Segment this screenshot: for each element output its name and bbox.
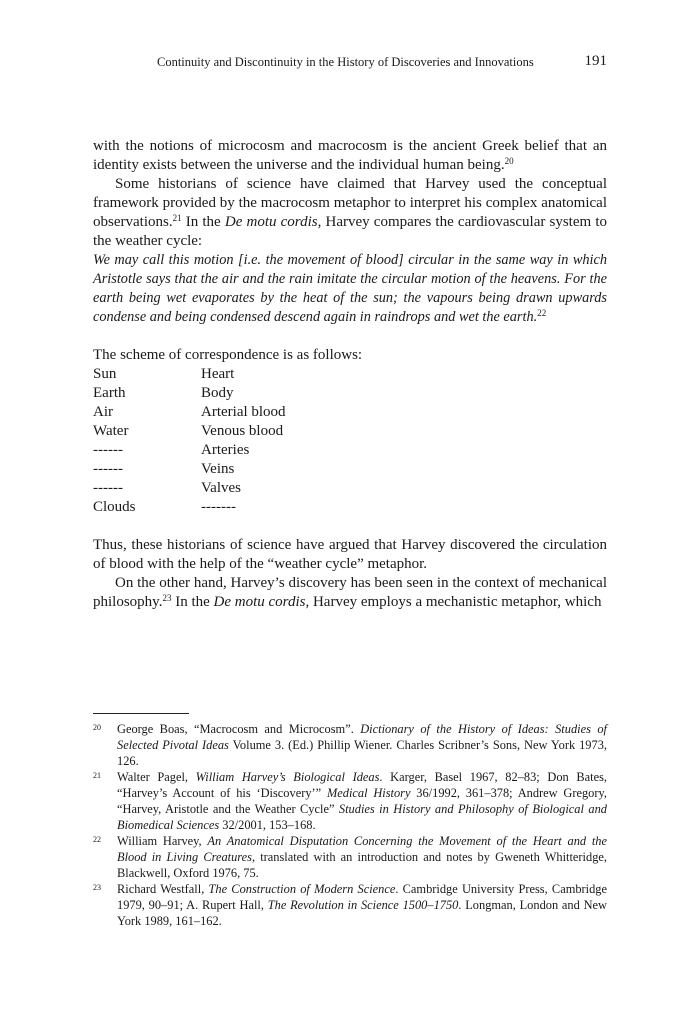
scheme-microcosm-cell: Veins — [201, 461, 235, 477]
footnote-21 — [93, 769, 607, 833]
footnote-number: 21 — [93, 771, 101, 780]
paragraph-2 — [93, 175, 607, 251]
footnote-ref-23[interactable]: 23 — [162, 593, 172, 603]
scheme-microcosm-cell: Arteries — [201, 442, 250, 458]
scheme-row — [93, 441, 286, 460]
paragraph-1 — [93, 137, 607, 175]
footnote-22 — [93, 833, 607, 881]
footnote-title: Studies in History and Philosophy of Biological and Biomedical Sciences — [117, 802, 607, 832]
scheme-row — [93, 498, 286, 517]
footnote-text: . Cambridge University Press, Cambridge 1979, 90–91; A. Rupert Hall, — [117, 882, 607, 912]
scheme-microcosm-cell: Venous blood — [201, 423, 284, 439]
paragraph-4-text-c: , Harvey employs a mechanistic metaphor, which — [305, 594, 602, 610]
footnote-number: 20 — [93, 723, 101, 732]
correspondence-table — [93, 365, 286, 517]
paragraph-2-text-c: , Harvey compares the cardiovascular system to the weather cycle: — [93, 214, 607, 249]
footnote-title: An Anatomical Disputation Concerning the Movement of the Heart and the Blood in Living Creatures — [117, 834, 608, 864]
page-number: 191 — [584, 53, 607, 69]
footnote-text: William Harvey, — [117, 834, 208, 848]
footnote-ref-22[interactable]: 22 — [537, 308, 547, 318]
scheme-row — [93, 365, 286, 384]
scheme-macrocosm-cell: Earth — [93, 385, 126, 401]
footnote-text: Volume 3. (Ed.) Phillip Wiener. Charles Scribner’s Sons, New York 1973, 126. — [117, 738, 607, 768]
footnote-ref-21[interactable]: 21 — [172, 213, 182, 223]
footnote-text: . Longman, London and New York 1989, 161–162. — [117, 898, 607, 928]
footnote-number: 22 — [93, 835, 101, 844]
paragraph-4 — [93, 574, 607, 612]
scheme-microcosm-cell: ------- — [201, 499, 236, 515]
paragraph-1-text: with the notions of microcosm and macrocosm is the ancient Greek belief that an identity exists between the universe and the individual human being. — [93, 138, 607, 173]
scheme-macrocosm-cell: ------ — [93, 442, 123, 458]
paragraph-4-text-a: On the other hand, Harvey’s discovery has been seen in the context of mechanical philosophy. — [93, 575, 607, 610]
footnote-text: 36/1992, 361–378; Andrew Gregory, “Harvey, Aristotle and the Weather Cycle” — [117, 786, 607, 816]
book-title-de-motu-cordis: De motu cordis — [224, 214, 318, 230]
scheme-row — [93, 403, 286, 422]
scheme-macrocosm-cell: ------ — [93, 461, 123, 477]
scheme-row — [93, 479, 286, 498]
scheme-macrocosm-cell: Water — [93, 423, 129, 439]
main-text — [93, 137, 607, 612]
paragraph-2-text-b: In the — [181, 214, 225, 230]
scheme-microcosm-cell: Valves — [201, 480, 241, 496]
book-title-de-motu-cordis: De motu cordis — [213, 594, 306, 610]
footnote-rule — [93, 713, 189, 714]
scheme-row — [93, 384, 286, 403]
footnote-title: The Revolution in Science 1500–1750 — [267, 898, 459, 912]
footnote-text: 32/2001, 153–168. — [219, 818, 316, 832]
scheme-row — [93, 422, 286, 441]
footnote-title: Medical History — [326, 786, 411, 800]
footnote-text: . Karger, Basel 1967, 82–83; Don Bates, “Harvey’s Account of his ‘Discovery’” — [117, 770, 607, 800]
footnote-ref-20[interactable]: 20 — [504, 156, 514, 166]
footnote-text: , translated with an introduction and notes by Gweneth Whitteridge, Blackwell, Oxford 1976, 75. — [117, 850, 607, 880]
footnote-text: Walter Pagel, — [117, 770, 196, 784]
paragraph-2-text-a: Some historians of science have claimed that Harvey used the conceptual framework provided by the macrocosm metaphor to interpret his complex anatomical observations. — [93, 176, 607, 230]
footnote-title: The Construction of Modern Science — [208, 882, 396, 896]
running-header — [93, 55, 607, 75]
scheme-macrocosm-cell: Air — [93, 404, 113, 420]
scheme-microcosm-cell: Body — [201, 385, 234, 401]
scheme-microcosm-cell: Heart — [201, 366, 235, 382]
scheme-title: The scheme of correspondence is as follows: — [93, 347, 363, 363]
footnote-text: George Boas, “Macrocosm and Microcosm”. — [117, 722, 361, 736]
paragraph-3: Thus, these historians of science have argued that Harvey discovered the circulation of blood with the help of the “weather cycle” metaphor. — [93, 537, 607, 572]
scheme-macrocosm-cell: Sun — [93, 366, 117, 382]
footnotes — [93, 721, 607, 929]
footnote-23 — [93, 881, 607, 929]
block-quote — [93, 251, 607, 327]
footnote-title: William Harvey’s Biological Ideas — [195, 770, 380, 784]
footnote-number: 23 — [93, 883, 101, 892]
running-title: Continuity and Discontinuity in the History of Discoveries and Innovations — [157, 55, 534, 69]
footnote-20 — [93, 721, 607, 769]
footnote-text: Richard Westfall, — [117, 882, 209, 896]
footnote-title: Dictionary of the History of Ideas: Studies of Selected Pivotal Ideas — [117, 722, 607, 752]
block-quote-text: We may call this motion [i.e. the movement of blood] circular in the same way in which Aristotle says that the air and the rain imitate the circular motion of the heavens. For the earth being wet evaporates by the heat of the sun; the vapours being drawn upwards condense and being condensed descend again in raindrops and wet the earth. — [93, 252, 607, 325]
scheme-microcosm-cell: Arterial blood — [201, 404, 286, 420]
scheme-row — [93, 460, 286, 479]
paragraph-4-text-b: In the — [171, 594, 214, 610]
scheme-macrocosm-cell: ------ — [93, 480, 123, 496]
scheme-macrocosm-cell: Clouds — [93, 499, 136, 515]
